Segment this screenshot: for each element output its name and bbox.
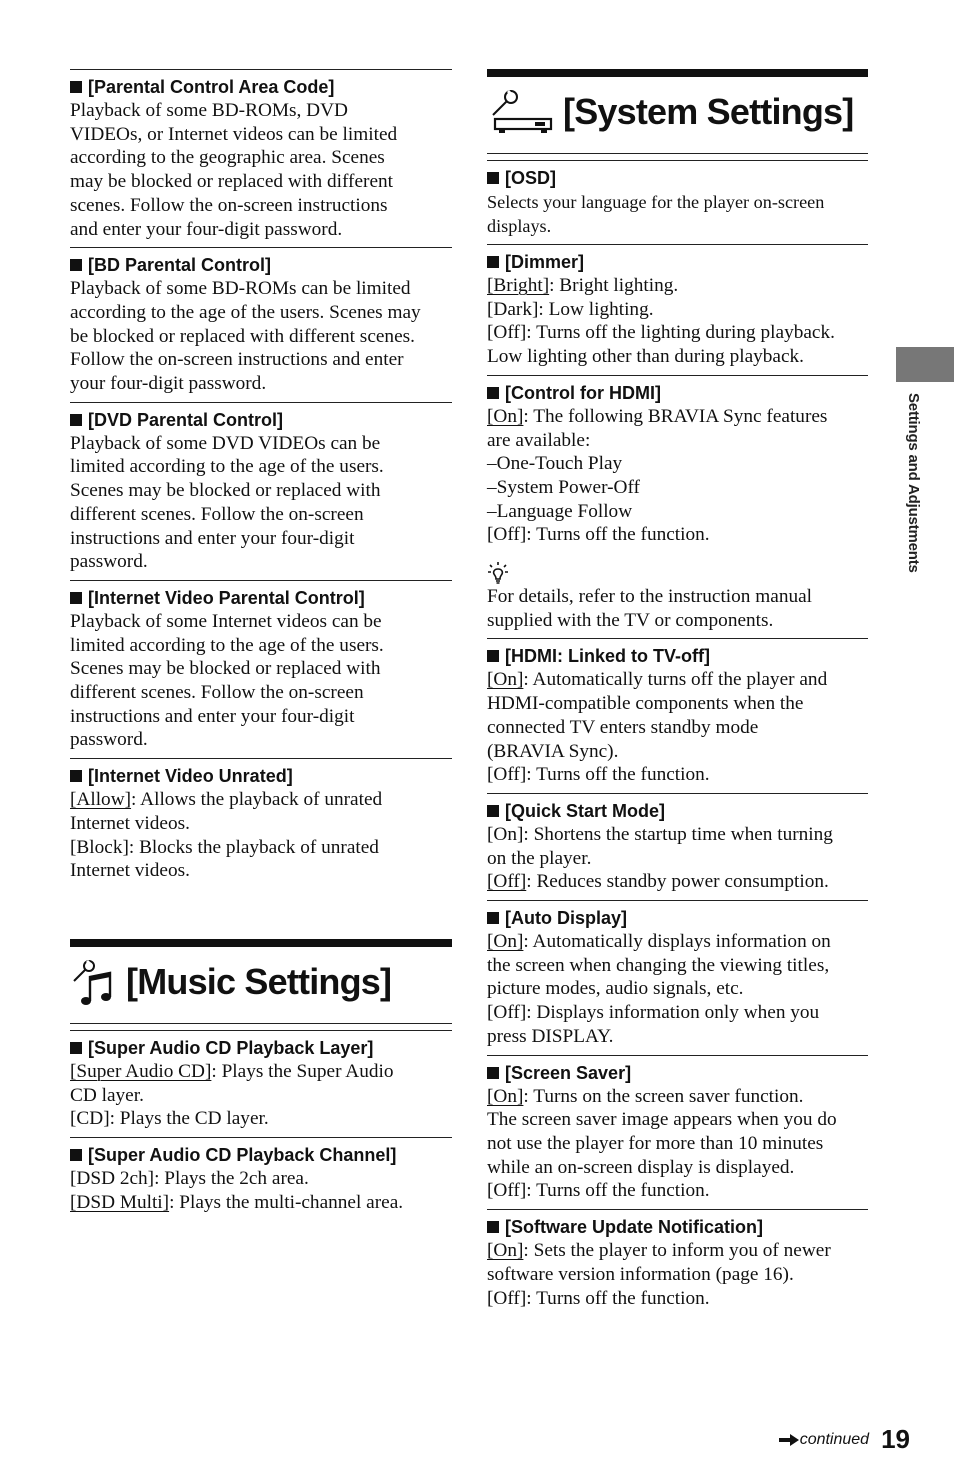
square-bullet-icon xyxy=(70,592,82,604)
light-bulb-icon xyxy=(487,561,509,585)
chapter-label-text: Settings and Adjustments xyxy=(905,393,922,573)
section-title xyxy=(487,1216,868,1238)
section-title xyxy=(487,251,868,273)
square-bullet-icon xyxy=(487,256,499,268)
settings-section xyxy=(70,247,452,396)
body-line xyxy=(487,870,868,894)
section-title xyxy=(487,800,868,822)
body-line: password. xyxy=(70,551,148,573)
system-settings-title: [System Settings] xyxy=(563,91,854,132)
section-title xyxy=(70,409,452,431)
body-line: Scenes may be blocked or replaced with xyxy=(70,658,381,680)
setting-description: : Plays the multi-channel area. xyxy=(169,1191,404,1213)
square-bullet-icon xyxy=(70,414,82,426)
body-line: For details, refer to the instruction manual xyxy=(487,586,813,608)
settings-section xyxy=(70,758,452,883)
body-line xyxy=(70,1191,452,1215)
body-line: limited according to the age of the users. xyxy=(70,634,384,656)
settings-section xyxy=(487,900,868,1049)
body-line: Scenes may be blocked or replaced with xyxy=(70,480,381,502)
body-line: press DISPLAY. xyxy=(487,1025,614,1047)
body-line: [Off]: Turns off the function. xyxy=(487,1180,710,1202)
section-title-text: [Internet Video Unrated] xyxy=(88,766,293,787)
body-line: while an on-screen display is displayed. xyxy=(487,1156,795,1178)
body-line: and enter your four-digit password. xyxy=(70,218,343,240)
music-settings-icon xyxy=(70,957,120,1007)
default-setting-label: [Off] xyxy=(487,871,527,893)
body-line: on the player. xyxy=(487,847,592,869)
square-bullet-icon xyxy=(487,387,499,399)
square-bullet-icon xyxy=(70,259,82,271)
square-bullet-icon xyxy=(487,650,499,662)
page-footer xyxy=(778,1424,910,1455)
body-line xyxy=(487,1085,868,1109)
setting-description: : Turns on the screen saver function. xyxy=(523,1085,804,1107)
section-title-text: [Dimmer] xyxy=(505,252,585,272)
default-setting-label: [On] xyxy=(487,1085,524,1107)
body-line: supplied with the TV or components. xyxy=(487,609,774,631)
section-title-text: [Super Audio CD Playback Channel] xyxy=(88,1145,397,1166)
section-title xyxy=(70,1144,452,1166)
section-title-text: [OSD] xyxy=(505,168,556,188)
left-column xyxy=(70,69,452,1221)
section-title xyxy=(487,167,868,189)
body-line: [Off]: Turns off the function. xyxy=(487,764,710,786)
body-line: [Off]: Turns off the function. xyxy=(487,1287,710,1309)
body-line xyxy=(70,788,452,812)
system-settings-heading xyxy=(487,69,868,154)
body-line: connected TV enters standby mode xyxy=(487,716,759,738)
section-title-text: [HDMI: Linked to TV-off] xyxy=(505,646,710,667)
body-line: –Language Follow xyxy=(487,500,633,522)
body-line xyxy=(487,668,868,692)
body-line: your four-digit password. xyxy=(70,373,267,395)
section-title xyxy=(70,76,452,98)
body-line: Internet videos. xyxy=(70,812,190,834)
setting-description: : Allows the playback of unrated xyxy=(131,789,383,811)
setting-description: : The following BRAVIA Sync features xyxy=(523,405,828,427)
body-line: [Block]: Blocks the playback of unrated xyxy=(70,836,379,858)
default-setting-label: [On] xyxy=(487,1240,524,1262)
settings-section xyxy=(487,793,868,894)
square-bullet-icon xyxy=(487,912,499,924)
section-title xyxy=(70,765,452,787)
section-dimmer xyxy=(487,244,868,369)
body-line: password. xyxy=(70,729,148,751)
square-bullet-icon xyxy=(487,805,499,817)
body-line: Low lighting other than during playback. xyxy=(487,346,805,368)
body-line: [Off]: Turns off the lighting during playback. xyxy=(487,322,835,344)
body-line xyxy=(487,274,868,298)
body-line: software version information (page 16). xyxy=(487,1263,794,1285)
body-line: Internet videos. xyxy=(70,860,190,882)
section-title-text: [Auto Display] xyxy=(505,908,628,929)
default-setting-label: [DSD Multi] xyxy=(70,1191,170,1213)
body-line xyxy=(487,405,868,429)
setting-description: : Automatically displays information on xyxy=(523,931,831,953)
chapter-tab xyxy=(896,347,954,382)
body-line: –One-Touch Play xyxy=(487,453,623,475)
body-line: (BRAVIA Sync). xyxy=(487,740,619,762)
body-line: Playback of some DVD VIDEOs can be xyxy=(70,432,381,454)
default-setting-label: [Bright] xyxy=(487,275,550,296)
page-number: 19 xyxy=(881,1424,910,1454)
section-title xyxy=(70,587,452,609)
body-line xyxy=(487,1239,868,1263)
body-line: VIDEOs, or Internet videos can be limited xyxy=(70,123,398,145)
section-title xyxy=(70,254,452,276)
body-line: according to the geographic area. Scenes xyxy=(70,147,385,169)
default-setting-label: [Allow] xyxy=(70,789,132,811)
body-line: [CD]: Plays the CD layer. xyxy=(70,1108,269,1130)
settings-section xyxy=(70,1137,452,1214)
settings-section xyxy=(70,69,452,241)
body-line: instructions and enter your four-digit xyxy=(70,527,355,549)
body-line: [DSD 2ch]: Plays the 2ch area. xyxy=(70,1168,309,1190)
section-title-text: [Super Audio CD Playback Layer] xyxy=(88,1037,374,1058)
body-line: [Off]: Displays information only when you xyxy=(487,1002,820,1024)
default-setting-label: [On] xyxy=(487,669,524,691)
setting-description: : Sets the player to inform you of newer xyxy=(523,1240,831,1262)
square-bullet-icon xyxy=(70,770,82,782)
square-bullet-icon xyxy=(70,1149,82,1161)
music-settings-title: [Music Settings] xyxy=(126,960,392,1002)
body-line: [Off]: Turns off the function. xyxy=(487,524,710,546)
section-title-text: [BD Parental Control] xyxy=(88,255,272,276)
system-settings-icon xyxy=(487,87,557,137)
section-title-text: [DVD Parental Control] xyxy=(88,409,284,430)
default-setting-label: [On] xyxy=(487,405,524,427)
body-line: are available: xyxy=(487,429,591,451)
setting-description: : Bright lighting. xyxy=(549,275,679,296)
section-title-text: [Control for HDMI] xyxy=(505,382,661,403)
body-line: be blocked or replaced with different scenes. xyxy=(70,325,415,347)
section-title-text: [Software Update Notification] xyxy=(505,1217,764,1238)
body-line: The screen saver image appears when you do xyxy=(487,1109,837,1131)
section-title xyxy=(487,382,868,404)
body-line: Playback of some BD-ROMs, DVD xyxy=(70,100,348,121)
body-line: Follow the on-screen instructions and enter xyxy=(70,349,404,371)
square-bullet-icon xyxy=(487,1067,499,1079)
section-title xyxy=(487,645,868,667)
section-title-text: [Screen Saver] xyxy=(505,1062,632,1083)
body-line: [Dark]: Low lighting. xyxy=(487,298,654,320)
section-title xyxy=(487,907,868,929)
square-bullet-icon xyxy=(70,81,82,93)
square-bullet-icon xyxy=(487,172,499,184)
settings-section xyxy=(487,1209,868,1310)
arrow-right-icon xyxy=(778,1433,800,1447)
setting-description: : Reduces standby power consumption. xyxy=(526,871,829,893)
settings-section xyxy=(70,580,452,752)
square-bullet-icon xyxy=(70,1042,82,1054)
default-setting-label: [On] xyxy=(487,931,524,953)
section-title-text: [Parental Control Area Code] xyxy=(88,77,335,97)
settings-section xyxy=(487,638,868,787)
body-line: Selects your language for the player on-screen xyxy=(487,192,825,212)
body-line: Playback of some Internet videos can be xyxy=(70,610,382,632)
settings-section xyxy=(70,1030,452,1131)
body-line xyxy=(70,1060,452,1084)
section-title-text: [Quick Start Mode] xyxy=(505,800,666,821)
section-title xyxy=(487,1062,868,1084)
body-line: limited according to the age of the users. xyxy=(70,456,384,478)
section-osd xyxy=(487,160,868,238)
body-line: according to the age of the users. Scenes may xyxy=(70,301,421,323)
section-title xyxy=(70,1037,452,1059)
body-line: different scenes. Follow the on-screen xyxy=(70,503,364,525)
music-settings-heading xyxy=(70,939,452,1024)
setting-description: : Automatically turns off the player and xyxy=(523,669,828,691)
music-sections xyxy=(70,1030,452,1215)
square-bullet-icon xyxy=(487,1221,499,1233)
settings-section xyxy=(487,1055,868,1204)
tip-box xyxy=(487,561,868,632)
body-line: scenes. Follow the on-screen instructions xyxy=(70,194,388,216)
body-line: instructions and enter your four-digit xyxy=(70,705,355,727)
section-title-text: [Internet Video Parental Control] xyxy=(88,587,365,608)
body-line xyxy=(487,930,868,954)
body-line: HDMI-compatible components when the xyxy=(487,693,804,715)
body-line: [On]: Shortens the startup time when turning xyxy=(487,823,833,845)
section-control-for-hdmi xyxy=(487,375,868,633)
body-line: not use the player for more than 10 minutes xyxy=(487,1132,824,1154)
continued-label: continued xyxy=(799,1430,870,1448)
body-line: picture modes, audio signals, etc. xyxy=(487,978,744,1000)
body-line: the screen when changing the viewing titles, xyxy=(487,954,830,976)
right-column xyxy=(487,69,868,1316)
body-line: CD layer. xyxy=(70,1084,144,1106)
system-sections xyxy=(487,638,868,1310)
body-line: –System Power-Off xyxy=(487,476,640,498)
left-sections xyxy=(70,69,452,883)
body-line: may be blocked or replaced with different xyxy=(70,171,394,193)
body-line: displays. xyxy=(487,216,552,236)
chapter-side-label xyxy=(900,393,924,603)
body-line: Playback of some BD-ROMs can be limited xyxy=(70,278,411,300)
default-setting-label: [Super Audio CD] xyxy=(70,1060,212,1082)
setting-description: : Plays the Super Audio xyxy=(211,1060,394,1082)
body-line: different scenes. Follow the on-screen xyxy=(70,682,364,704)
settings-section xyxy=(70,402,452,574)
